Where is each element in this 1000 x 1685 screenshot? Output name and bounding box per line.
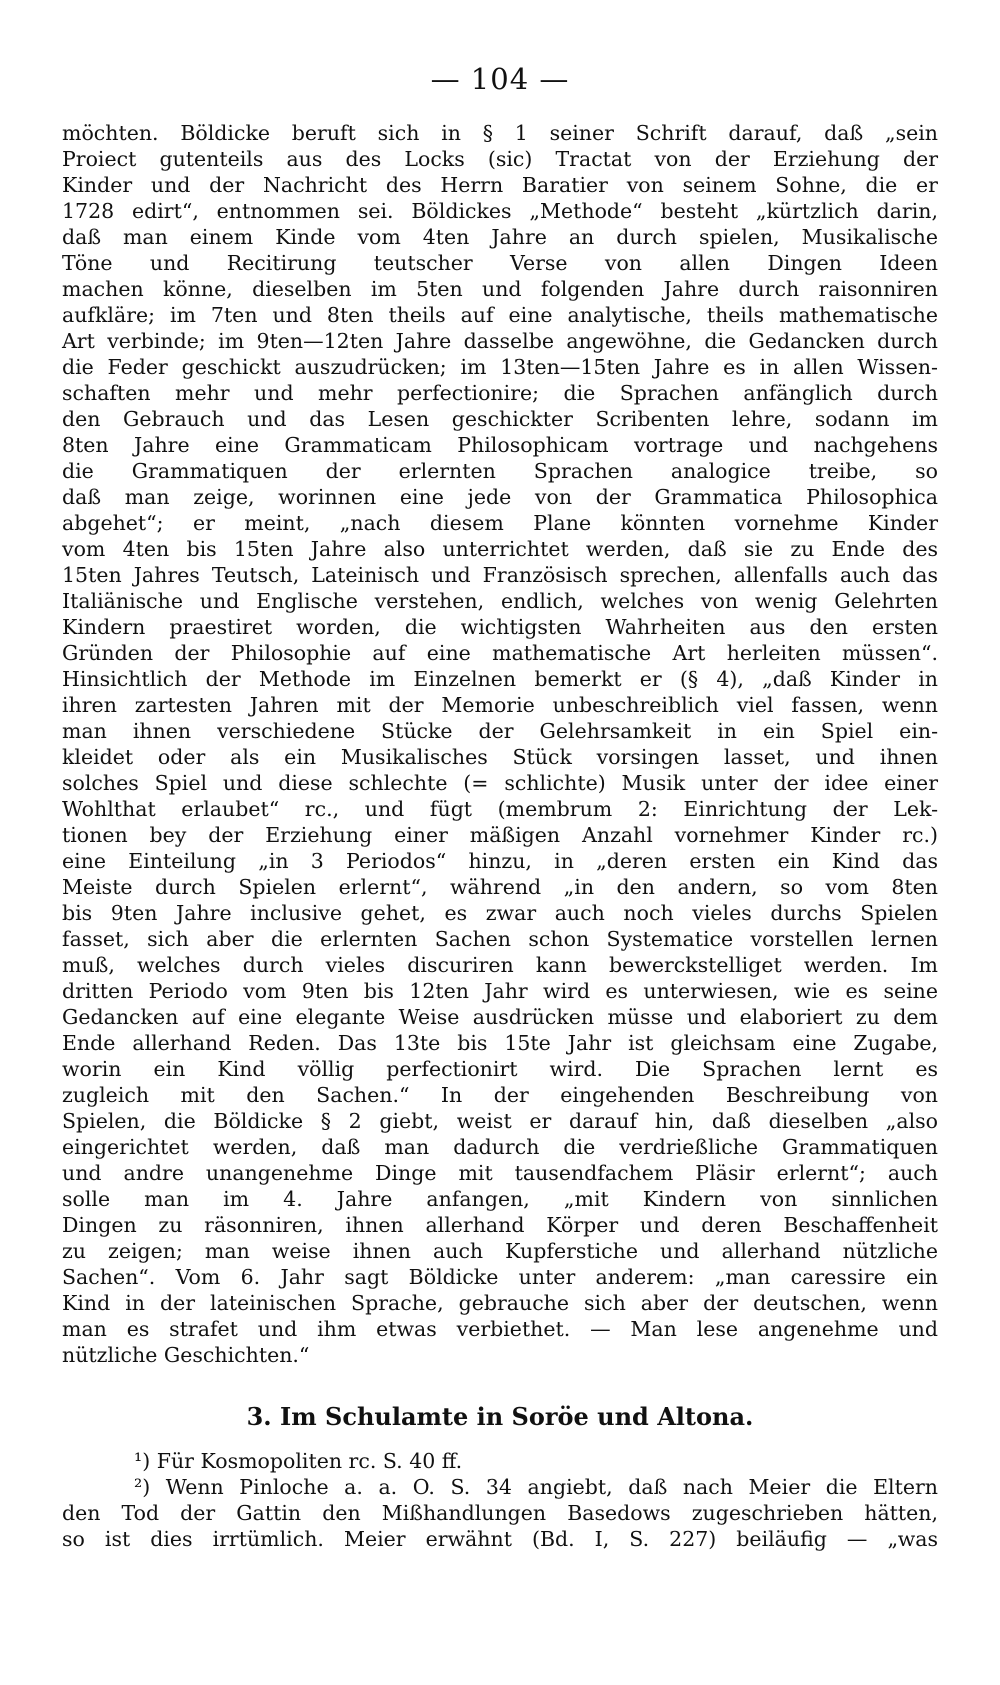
text-line: machen könne, dieselben im 5ten und folgenden Jahre durch raisonniren [62,277,938,301]
text-line: die Grammatiquen der erlernten Sprachen analogice treibe, so [62,459,938,483]
text-line: Dingen zu räsonniren, ihnen allerhand Körper und deren Beschaffenheit [62,1213,938,1237]
text-line: nützliche Geschichten.“ [62,1343,310,1367]
text-line: Hinsichtlich der Methode im Einzelnen bemerkt er (§ 4), „daß Kinder in [62,667,938,691]
text-line: Italiänische und Englische verstehen, endlich, welches von wenig Gelehrten [62,589,938,613]
text-line: zugleich mit den Sachen.“ In der eingehenden Beschreibung von [62,1083,938,1107]
section-heading: 3. Im Schulamte in Soröe und Altona. [246,1402,754,1431]
text-line: kleidet oder als ein Musikalisches Stück vorsingen lasset, und ihnen [62,745,938,769]
text-line: Gedancken auf eine elegante Weise ausdrücken müsse und elaboriert zu dem [62,1005,938,1029]
text-line: man ihnen verschiedene Stücke der Gelehrsamkeit in ein Spiel ein- [62,719,938,743]
text-line: eine Einteilung „in 3 Periodos“ hinzu, in „deren ersten ein Kind das [62,849,938,873]
footnote-line: so ist dies irrtümlich. Meier erwähnt (Bd. I, S. 227) beiläufig — „was [62,1527,938,1551]
text-line: daß man zeige, worinnen eine jede von der Grammatica Philosophica [62,485,938,509]
text-line: Sachen“. Vom 6. Jahr sagt Böldicke unter anderem: „man caressire ein [62,1265,938,1289]
text-line: man es strafet und ihm etwas verbiethet. — Man lese angenehme und [62,1317,938,1341]
text-line: Meiste durch Spielen erlernt“, während „in den andern, so vom 8ten [62,875,938,899]
text-line: den Gebrauch und das Lesen geschickter Scribenten lehre, sodann im [62,407,938,431]
text-line: muß, welches durch vieles discuriren kann bewerckstelliget werden. Im [62,953,938,977]
text-line: 1728 edirt“, entnommen sei. Böldickes „Methode“ besteht „kürtzlich darin, [62,199,938,223]
text-line: solle man im 4. Jahre anfangen, „mit Kindern von sinnlichen [62,1187,938,1211]
text-line: Gründen der Philosophie auf eine mathematische Art herleiten müssen“. [62,641,938,665]
text-line: Töne und Recitirung teutscher Verse von allen Dingen Ideen [62,251,938,275]
text-line: bis 9ten Jahre inclusive gehet, es zwar auch noch vieles durchs Spielen [62,901,938,925]
footnote-line: den Tod der Gattin den Mißhandlungen Basedows zugeschrieben hätten, [62,1501,938,1525]
text-line: ihren zartesten Jahren mit der Memorie unbeschreiblich viel fassen, wenn [62,693,938,717]
text-line: 8ten Jahre eine Grammaticam Philosophicam vortrage und nachgehens [62,433,938,457]
text-line: Kind in der lateinischen Sprache, gebrauche sich aber der deutschen, wenn [62,1291,938,1315]
text-line: tionen bey der Erziehung einer mäßigen Anzahl vornehmer Kinder rc.) [62,823,938,847]
text-line: aufkläre; im 7ten und 8ten theils auf eine analytische, theils mathematische [62,303,938,327]
text-line: schaften mehr und mehr perfectionire; die Sprachen anfänglich durch [62,381,938,405]
text-line: dritten Periodo vom 9ten bis 12ten Jahr wird es unterwiesen, wie es seine [62,979,938,1003]
footnote-line: ²) Wenn Pinloche a. a. O. S. 34 angiebt, daß nach Meier die Eltern [134,1475,938,1499]
body-text [62,120,938,1368]
text-line: worin ein Kind völlig perfectionirt wird. Die Sprachen lernt es [62,1057,938,1081]
text-line: Kindern praestiret worden, die wichtigsten Wahrheiten aus den ersten [62,615,938,639]
text-line: Wohlthat erlaubet“ rc., und fügt (membrum 2: Einrichtung der Lek- [62,797,938,821]
footnotes [62,1448,938,1552]
text-line: zu zeigen; man weise ihnen auch Kupferstiche und allerhand nützliche [62,1239,938,1263]
text-line: Proiect gutenteils aus des Locks (sic) Tractat von der Erziehung der [62,147,938,171]
text-line: fasset, sich aber die erlernten Sachen schon Systematice vorstellen lernen [62,927,938,951]
page-number: — 104 — [430,62,570,96]
text-line: und andre unangenehme Dinge mit tausendfachem Pläsir erlernt“; auch [62,1161,938,1185]
text-line: Art verbinde; im 9ten—12ten Jahre dasselbe angewöhne, die Gedancken durch [62,329,938,353]
text-line: die Feder geschickt auszudrücken; im 13ten—15ten Jahre es in allen Wissen- [62,355,938,379]
text-line: abgehet“; er meint, „nach diesem Plane könnten vornehme Kinder [62,511,938,535]
text-line: Ende allerhand Reden. Das 13te bis 15te Jahr ist gleichsam eine Zugabe, [62,1031,938,1055]
text-line: daß man einem Kinde vom 4ten Jahre an durch spielen, Musikalische [62,225,938,249]
text-line: Spielen, die Böldicke § 2 giebt, weist er darauf hin, daß dieselben „also [62,1109,938,1133]
text-line: Kinder und der Nachricht des Herrn Baratier von seinem Sohne, die er [62,173,938,197]
text-line: vom 4ten bis 15ten Jahre also unterrichtet werden, daß sie zu Ende des [62,537,938,561]
document-page [62,0,938,1685]
text-line: möchten. Böldicke beruft sich in § 1 seiner Schrift darauf, daß „sein [62,121,938,145]
footnote-line: ¹) Für Kosmopoliten rc. S. 40 ff. [134,1449,463,1473]
text-line: 15ten Jahres Teutsch, Lateinisch und Französisch sprechen, allenfalls auch das [62,563,938,587]
text-line: solches Spiel und diese schlechte (= schlichte) Musik unter der idee einer [62,771,938,795]
text-line: eingerichtet werden, daß man dadurch die verdrießliche Grammatiquen [62,1135,938,1159]
